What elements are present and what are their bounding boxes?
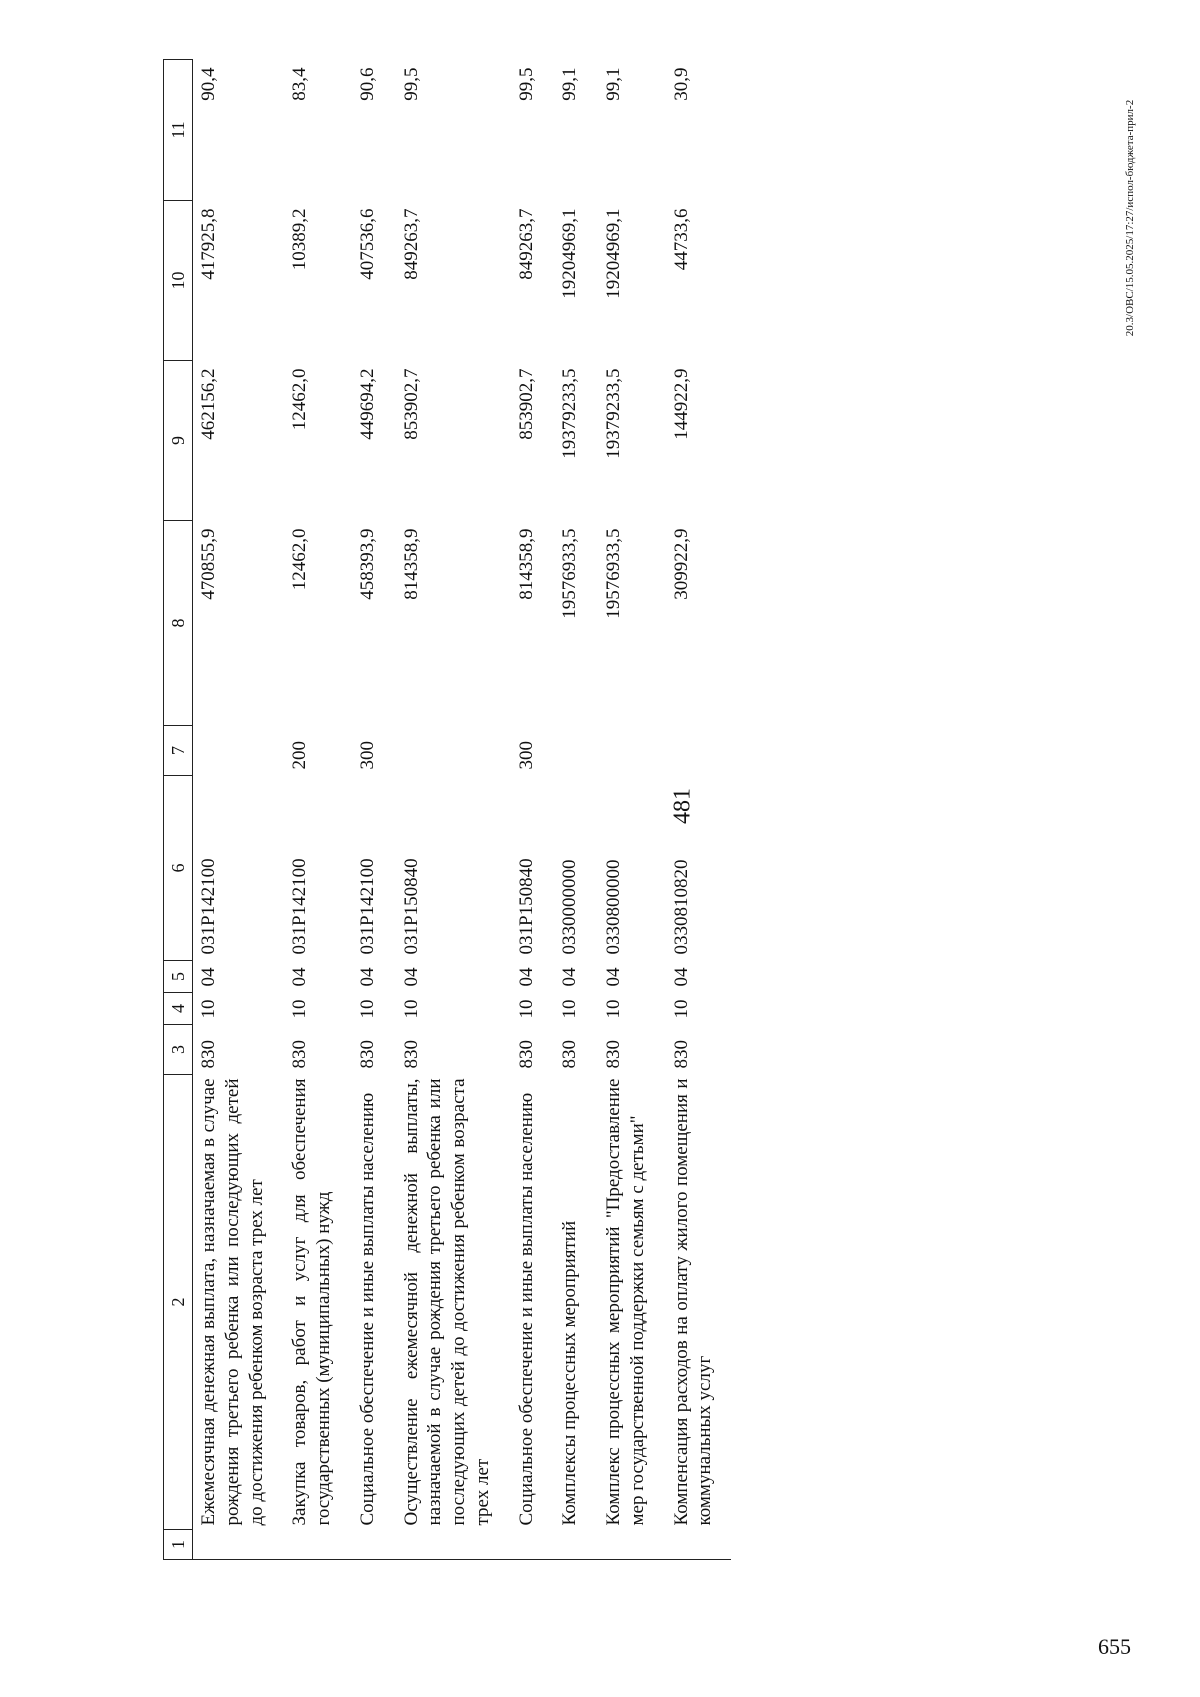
cell-vr	[552, 726, 596, 776]
cell-col8: 814358,9	[400, 528, 422, 600]
cell-csr: 0330800000	[603, 859, 624, 955]
cell-col10: 19204969,1	[559, 208, 581, 299]
cell-col8: 12462,0	[289, 528, 311, 591]
header-cell: 11	[164, 60, 193, 201]
cell-name: Комплексы процессных мероприятий	[559, 1220, 581, 1526]
budget-table-rotated	[163, 60, 1200, 1560]
cell-col10: 849263,7	[400, 208, 422, 280]
cell-col8: 814358,9	[515, 528, 537, 600]
footer-code: 20.3/ОВС/15.05.2025/17:27/испол-бюджета-прил-2	[1124, 99, 1136, 337]
cell-vr: 300	[356, 741, 378, 770]
cell-col1	[596, 1530, 664, 1560]
header-cell: 9	[164, 361, 193, 521]
cell-col1	[350, 1530, 394, 1560]
table-row	[509, 60, 553, 1560]
cell-rz: 10	[400, 999, 422, 1019]
cell-grbs: 830	[289, 1040, 311, 1069]
cell-rz: 10	[670, 999, 692, 1019]
cell-col10: 10389,2	[289, 208, 311, 271]
cell-col9: 853902,7	[515, 368, 537, 440]
cell-col11: 99,5	[515, 67, 537, 101]
cell-col10: 44733,6	[670, 208, 692, 271]
cell-grbs: 830	[559, 1040, 581, 1069]
cell-col9: 19379233,5	[559, 368, 581, 459]
cell-name: Осуществление ежемесячной денежной выплаты, назначаемой в случае рождения третьего ребенка или последующих детей до достижения ребенком возраста трех лет	[400, 1078, 493, 1526]
header-cell: 7	[164, 726, 193, 776]
table-row	[350, 60, 394, 1560]
cell-pr: 04	[198, 967, 219, 987]
cell-name: Социальное обеспечение и иные выплаты населению	[356, 1092, 378, 1526]
table-row	[596, 60, 664, 1560]
cell-col11: 30,9	[670, 67, 692, 101]
cell-pr: 04	[289, 967, 311, 987]
cell-col9: 144922,9	[670, 368, 692, 440]
table-row	[193, 60, 283, 1560]
cell-name: Комплекс процессных мероприятий "Предоставление мер государственной поддержки семьям с детьми"	[603, 1078, 648, 1526]
cell-vr	[664, 726, 732, 776]
cell-col10: 407536,6	[356, 208, 378, 280]
cell-col8: 458393,9	[356, 528, 378, 600]
cell-col11: 83,4	[289, 67, 311, 101]
header-cell: 2	[164, 1075, 193, 1530]
cell-grbs: 830	[603, 1040, 624, 1069]
cell-name: Компенсация расходов на оплату жилого помещения и коммунальных услуг	[670, 1078, 716, 1526]
cell-rz: 10	[559, 999, 581, 1019]
cell-col1	[193, 1530, 283, 1560]
cell-csr: 031P150840	[515, 858, 537, 955]
cell-pr: 04	[603, 967, 624, 987]
cell-col8: 470855,9	[198, 528, 219, 600]
cell-rz: 10	[289, 999, 311, 1019]
budget-table	[163, 59, 731, 1560]
cell-vr: 200	[289, 741, 311, 770]
cell-col1	[394, 1530, 509, 1560]
cell-col9: 12462,0	[289, 368, 311, 431]
cell-col1	[509, 1530, 553, 1560]
cell-col8: 309922,9	[670, 528, 692, 600]
page-number-top: 481	[669, 788, 696, 824]
cell-pr: 04	[515, 967, 537, 987]
table-row	[282, 60, 350, 1560]
cell-name: Закупка товаров, работ и услуг для обеспечения государственных (муниципальных) нужд	[289, 1078, 334, 1526]
cell-csr: 031P142100	[198, 858, 219, 955]
cell-vr	[596, 726, 664, 776]
cell-pr: 04	[356, 967, 378, 987]
cell-rz: 10	[356, 999, 378, 1019]
cell-rz: 10	[198, 999, 219, 1019]
table-row	[552, 60, 596, 1560]
cell-grbs: 830	[198, 1040, 219, 1069]
cell-pr: 04	[559, 967, 581, 987]
cell-rz: 10	[515, 999, 537, 1019]
cell-col9: 449694,2	[356, 368, 378, 440]
cell-col10: 417925,8	[198, 208, 219, 280]
header-row	[164, 60, 193, 1560]
cell-col11: 90,6	[356, 67, 378, 101]
cell-col10: 19204969,1	[603, 208, 624, 299]
cell-col11: 99,1	[559, 67, 581, 101]
cell-csr: 031P150840	[400, 858, 422, 955]
cell-grbs: 830	[670, 1040, 692, 1069]
cell-col8: 19576933,5	[603, 528, 624, 619]
header-cell: 6	[164, 776, 193, 961]
cell-col1	[552, 1530, 596, 1560]
cell-col9: 462156,2	[198, 368, 219, 440]
header-cell: 5	[164, 961, 193, 993]
table-row	[394, 60, 509, 1560]
cell-pr: 04	[670, 967, 692, 987]
cell-pr: 04	[400, 967, 422, 987]
cell-col10: 849263,7	[515, 208, 537, 280]
cell-grbs: 830	[515, 1040, 537, 1069]
cell-col8: 19576933,5	[559, 528, 581, 619]
cell-rz: 10	[603, 999, 624, 1019]
header-cell: 10	[164, 201, 193, 361]
cell-csr: 0330810820	[670, 859, 692, 955]
cell-name: Социальное обеспечение и иные выплаты населению	[515, 1092, 537, 1526]
cell-col1	[664, 1530, 732, 1560]
page-number-bottom: 655	[1098, 1634, 1131, 1659]
cell-vr	[394, 726, 509, 776]
header-cell: 4	[164, 993, 193, 1025]
header-cell: 1	[164, 1530, 193, 1560]
cell-col9: 19379233,5	[603, 368, 624, 459]
cell-csr: 031P142100	[356, 858, 378, 955]
cell-grbs: 830	[400, 1040, 422, 1069]
header-cell: 8	[164, 521, 193, 726]
cell-col1	[282, 1530, 350, 1560]
cell-col11: 99,5	[400, 67, 422, 101]
cell-csr: 031P142100	[289, 858, 311, 955]
cell-name: Ежемесячная денежная выплата, назначаемая в случае рождения третьего ребенка или последующих детей до достижения ребенком возраста трех лет	[198, 1078, 267, 1526]
cell-grbs: 830	[356, 1040, 378, 1069]
cell-col9: 853902,7	[400, 368, 422, 440]
cell-col11: 99,1	[603, 67, 624, 101]
cell-csr: 0330000000	[559, 859, 581, 955]
cell-vr	[193, 726, 283, 776]
table-row	[664, 60, 732, 1560]
header-cell: 3	[164, 1025, 193, 1075]
cell-vr: 300	[515, 741, 537, 770]
cell-col11: 90,4	[198, 67, 219, 101]
